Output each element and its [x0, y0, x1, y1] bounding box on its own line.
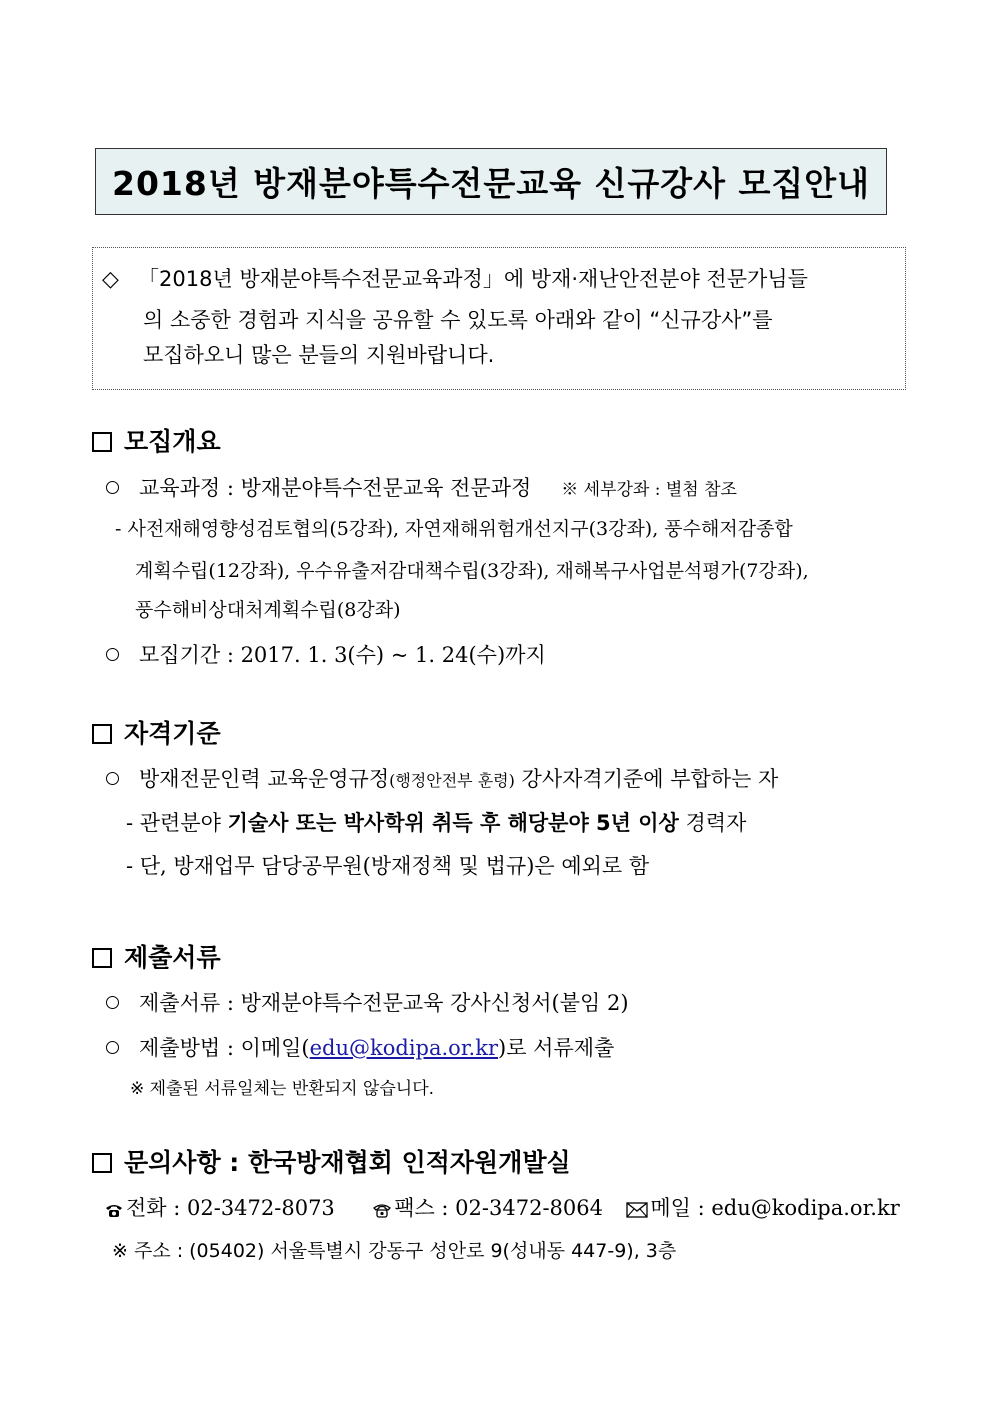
checkbox-square-icon — [92, 1153, 112, 1173]
lectures-line-1: - 사전재해영향성검토협의(5강좌), 자연재해위험개선지구(3강좌), 풍수해저감종합 — [115, 518, 793, 540]
address-line: ※ 주소 : (05402) 서울특별시 강동구 성안로 9(성내동 447-9), 3층 — [112, 1240, 677, 1262]
page-title: 2018년 방재분야특수전문교육 신규강사 모집안내 — [95, 148, 887, 215]
circle-bullet-icon — [106, 648, 119, 661]
documents-line-2 — [106, 1038, 614, 1059]
period-line — [106, 645, 546, 666]
circle-bullet-icon — [106, 481, 119, 494]
heading-label: 문의사항 : 한국방재협회 인적자원개발실 — [124, 1148, 571, 1177]
contact-line — [104, 1198, 900, 1222]
qualification-line-1 — [106, 769, 778, 790]
section-heading-overview — [92, 429, 221, 454]
envelope-icon — [626, 1201, 648, 1222]
checkbox-square-icon — [92, 432, 112, 452]
qual2-text-c: 경력자 — [678, 811, 747, 835]
qual-text-b: (행정안전부 훈령) — [389, 771, 515, 790]
qualification-line-2 — [126, 813, 746, 834]
submit-text-a: 제출방법 : 이메일( — [139, 1036, 310, 1060]
email-link[interactable]: edu@kodipa.or.kr — [309, 1036, 498, 1060]
section-heading-contact — [92, 1150, 571, 1175]
lectures-line-2: 계획수립(12강좌), 우수유출저감대책수립(3강좌), 재해복구사업분석평가(7강좌), — [135, 560, 809, 582]
qual2-bold: 기술사 또는 박사학위 취득 후 해당분야 5년 이상 — [227, 811, 679, 835]
documents-note: ※ 제출된 서류일체는 반환되지 않습니다. — [130, 1079, 435, 1099]
checkbox-square-icon — [92, 724, 112, 744]
qual-text-c: 강사자격기준에 부합하는 자 — [514, 767, 779, 791]
fax-icon — [372, 1201, 392, 1222]
course-note: ※ 세부강좌 : 별첨 참조 — [561, 480, 737, 500]
section-heading-documents — [92, 945, 221, 970]
documents-text: 제출서류 : 방재분야특수전문교육 강사신청서(붙임 2) — [139, 991, 629, 1015]
period-text: 모집기간 : 2017. 1. 3(수) ~ 1. 24(수)까지 — [139, 643, 546, 667]
circle-bullet-icon — [106, 996, 119, 1009]
heading-label: 모집개요 — [124, 427, 221, 456]
mail-text: 메일 : edu@kodipa.or.kr — [650, 1196, 900, 1220]
section-heading-qualification — [92, 721, 221, 746]
diamond-icon: ◇ — [102, 267, 119, 292]
intro-line-3: 모집하오니 많은 분들의 지원바랍니다. — [143, 343, 495, 367]
qual-text-a: 방재전문인력 교육운영규정 — [139, 767, 390, 791]
submit-text-b: )로 서류제출 — [498, 1036, 615, 1060]
fax-text: 팩스 : 02-3472-8064 — [394, 1196, 603, 1220]
heading-label: 자격기준 — [124, 719, 221, 748]
heading-label: 제출서류 — [124, 943, 221, 972]
intro-line-1: 「2018년 방재분야특수전문교육과정」에 방재·재난안전분야 전문가님들 — [138, 267, 808, 291]
phone-text: 전화 : 02-3472-8073 — [126, 1196, 335, 1220]
circle-bullet-icon — [106, 772, 119, 785]
lectures-line-3: 풍수해비상대처계획수립(8강좌) — [135, 599, 401, 621]
checkbox-square-icon — [92, 948, 112, 968]
telephone-icon — [104, 1201, 124, 1222]
course-line — [106, 478, 737, 499]
qual2-text-a: - 관련분야 — [126, 811, 228, 835]
qualification-line-3: - 단, 방재업무 담당공무원(방재정책 및 법규)은 예외로 함 — [126, 854, 650, 878]
course-label: 교육과정 : 방재분야특수전문교육 전문과정 — [139, 476, 532, 500]
documents-line-1 — [106, 993, 629, 1014]
circle-bullet-icon — [106, 1041, 119, 1054]
intro-line-2: 의 소중한 경험과 지식을 공유할 수 있도록 아래와 같이 “신규강사”를 — [143, 308, 773, 332]
